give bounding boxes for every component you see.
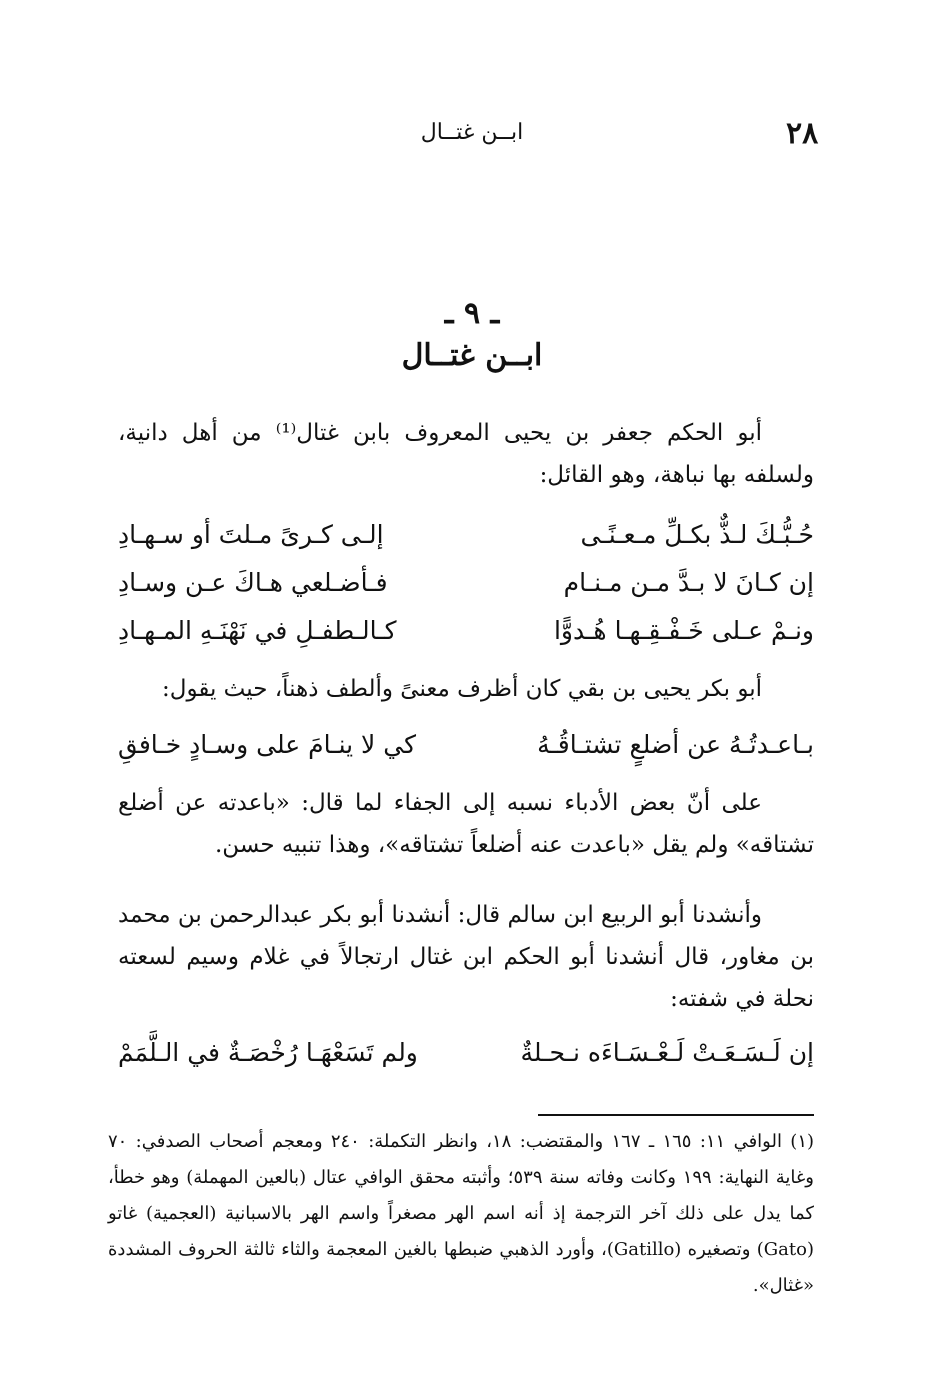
paragraph-text: أبو بكر يحيى بن بقي كان أظرف معنىً وألطف ذهناً، حيث يقول: — [161, 676, 762, 702]
paragraph — [118, 782, 814, 866]
footnote-separator — [538, 1114, 814, 1116]
verse-first-hemistich: إن كـانَ لا بـدَّ مـن مـنـام — [563, 568, 814, 597]
paragraph-text: على أنّ بعض الأدباء نسبه إلى الجفاء لما قال: «باعدته عن أضلع تشتاقه» ولم يقل «باعدت عنه أضلعاً تشتاقه»، وهذا تنبيه حسن. — [118, 790, 814, 858]
footnote-text: (١) الوافي ١١: ١٦٥ ـ ١٦٧ والمقتضب: ١٨، وانظر التكملة: ٢٤٠ ومعجم أصحاب الصدفي: ٧٠ وغاية النهاية: ١٩٩ وكانت وفاته سنة ٥٣٩؛ وأثبته محقق الوافي عتال (بالعين المهملة) وهو خطأ، كما يدل على ذلك آخر الترجمة إذ أنه اسم الهر مصغراً واسم الهر بالاسبانية (العجمية) غاتو (Gato) وتصغيره (Gatillo)، وأورد الذهبي ضبطها بالغين المعجمة والثاء ثالثة الحروف المشددة «غثال». — [108, 1131, 815, 1296]
verse-first-hemistich: حُـبُّـكَ لـذٌّ بكـلِّ مـعـنًـى — [580, 520, 814, 549]
verse-second-hemistich: كـالـطفـلِ في نَهْنَـهِ المـهـادِ — [118, 616, 397, 645]
section-title: ابــن غتــال — [401, 338, 543, 373]
verse-first-hemistich: ونـمْ عـلى خَـفْـقِـهـا هُـدوًّا — [553, 616, 814, 645]
verse-second-hemistich: كي لا ينـامَ على وسـادٍ خـافقِ — [118, 730, 416, 759]
paragraph — [118, 668, 814, 710]
footnotes — [108, 1124, 814, 1304]
verse-first-hemistich: إن لَـسَـعَـتْ لَـعْـسَـاءَه نـحـلةٌ — [520, 1038, 814, 1067]
verse-second-hemistich: ولم تَسَعْهَـا رُخْصَـةٌ في الـلَّمَمْ — [118, 1038, 418, 1067]
verse-second-hemistich: فـأضـلعي هـاكَ عـن وسـادِ — [118, 568, 388, 597]
verse-first-hemistich: بـاعـدتُـهُ عن أضلعٍ تشتـاقُـهُ — [537, 730, 814, 759]
verse-line — [118, 560, 814, 608]
verse-line — [118, 1030, 814, 1078]
page-header — [0, 112, 944, 152]
intro-paragraph — [118, 412, 814, 496]
paragraph-text: وأنشدنا أبو الربيع ابن سالم قال: أنشدنا أبو بكر عبدالرحمن بن محمد بن مغاور، قال أنشدنا أبو الحكم ابن غتال ارتجالاً في غلام وسيم لسعته نحلة في شفته: — [118, 902, 814, 1012]
section-number: ـ ٩ ـ — [444, 296, 500, 331]
paragraph-text: أبو الحكم جعفر بن يحيى المعروف بابن غتال⁽¹⁾ من أهل دانية، ولسلفه بها نباهة، وهو القائل: — [118, 420, 814, 488]
paragraph — [118, 894, 814, 1020]
verse-second-hemistich: إلـى كـرىً مـلتَ أو سـهـادِ — [118, 520, 384, 549]
page-number: ٢٨ — [786, 116, 819, 151]
running-head: ابــن غتــال — [420, 120, 524, 145]
verse-line — [118, 722, 814, 770]
verse-line — [118, 608, 814, 656]
verse-line — [118, 512, 814, 560]
